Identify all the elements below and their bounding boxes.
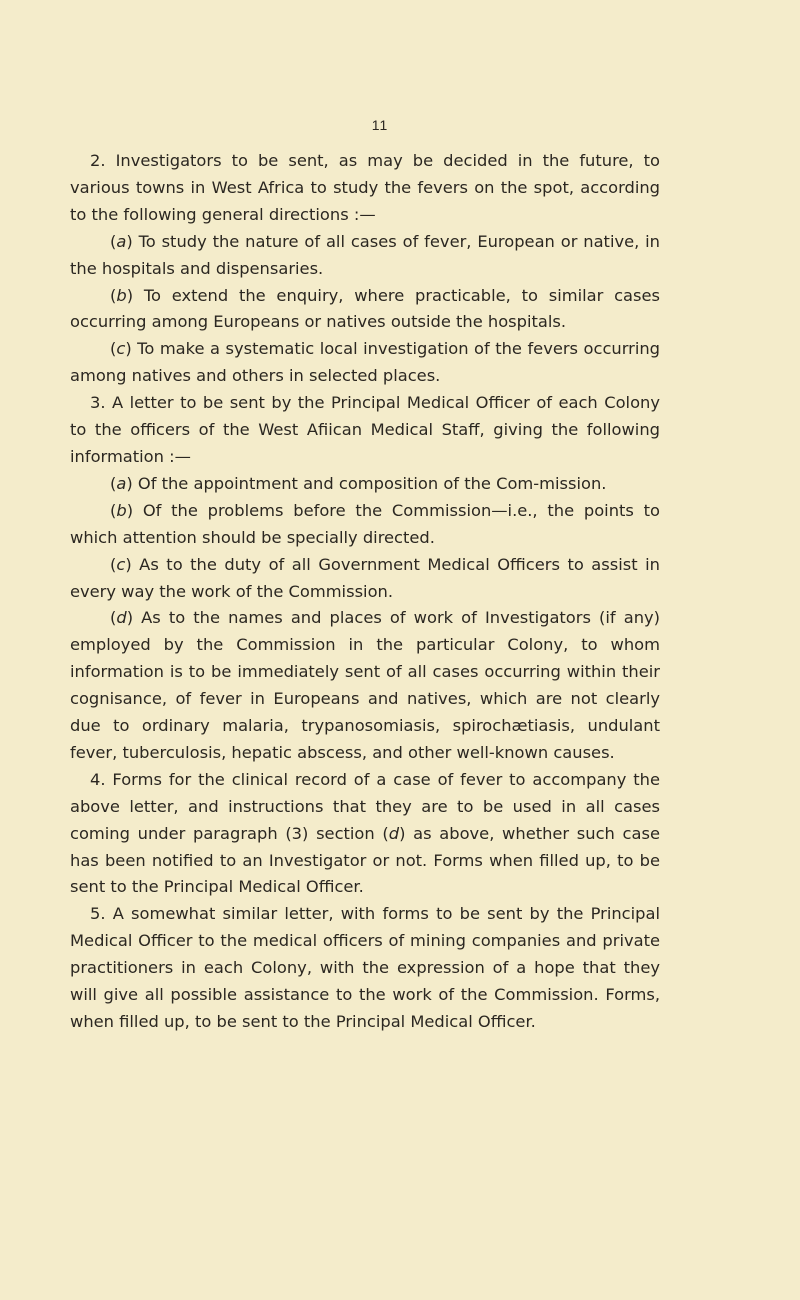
paragraph-2c: (c) To make a systematic local investigation of the fevers occurring among natives and others in selected places. <box>70 339 660 386</box>
paragraph-3d: (d) As to the names and places of work of Investigators (if any) employed by the Commission in the particular Colony, to whom information is to be immediately sent of all cases occurring within their cognisance, of fever in Europeans and natives, which are not clearly due to ordinary malaria, trypanosomiasis, spirochætiasis, undulant fever, tuberculosis, hepatic abscess, and other well-known causes. <box>70 608 660 762</box>
item-letter: d <box>388 823 400 843</box>
paragraph-4 <box>70 767 660 902</box>
paragraph-3b-text: Of the problems before the Commission—i.e., the points to which attention should be specially directed. <box>70 500 660 547</box>
paragraph-2a: (a) To study the nature of all cases of fever, European or native, in the hospitals and dispensaries. <box>70 231 660 278</box>
item-letter: b <box>116 500 127 520</box>
paragraph-3c: (c) As to the duty of all Government Medical Officers to assist in every way the work of the Commission. <box>70 554 660 601</box>
item-letter: a <box>116 231 127 251</box>
item-letter: a <box>116 473 127 493</box>
item-letter: b <box>116 285 127 305</box>
paragraph-2 <box>70 148 660 229</box>
paragraph-5 <box>70 901 660 1036</box>
paragraph-2a-text: To study the nature of all cases of fever, European or native, in the hospitals and dispensaries. <box>70 231 660 278</box>
paragraph-5-text: 5. A somewhat similar letter, with forms to be sent by the Principal Medical Officer to the medical officers of mining companies and private practitioners in each Colony, with the expression of a hope that they will give all possible assistance to the work of the Commission. Forms, when filled up, to be sent to the Principal Medical Officer. <box>70 904 660 1031</box>
page-number: 11 <box>371 117 389 133</box>
body-text <box>70 148 660 1036</box>
paragraph-3 <box>70 390 660 471</box>
item-letter: d <box>116 608 127 628</box>
paragraph-3a: (a) Of the appointment and composition of the Com-mission. <box>110 473 607 493</box>
paragraph-3a-text: Of the appointment and composition of the Com-mission. <box>132 473 607 493</box>
paragraph-2-text: 2. Investigators to be sent, as may be decided in the future, to various towns in West Africa to study the fevers on the spot, according to the following general directions :— <box>70 151 660 224</box>
item-letter: c <box>116 554 126 574</box>
paragraph-3c-text: As to the duty of all Government Medical Officers to assist in every way the work of the Commission. <box>70 554 660 601</box>
paragraph-3b: (b) Of the problems before the Commission—i.e., the points to which attention should be specially directed. <box>70 500 660 547</box>
paragraph-4-text-start: 4. Forms for the clinical record of a case of fever to accompany the above letter, and instructions that they are to be used in all cases coming under paragraph (3) section ( <box>70 769 660 843</box>
paragraph-3-text: 3. A letter to be sent by the Principal Medical Officer of each Colony to the officers of the West Afiican Medical Staff, giving the following information :— <box>70 393 660 466</box>
paragraph-2c-text: To make a systematic local investigation of the fevers occurring among natives and others in selected places. <box>70 339 660 386</box>
item-letter: c <box>116 339 126 359</box>
paragraph-2b: (b) To extend the enquiry, where practicable, to similar cases occurring among Europeans or natives outside the hospitals. <box>70 285 660 332</box>
paragraph-2b-text: To extend the enquiry, where practicable, to similar cases occurring among Europeans or natives outside the hospitals. <box>70 285 660 332</box>
paragraph-4-text-end: ) as above, whether such case has been notified to an Investigator or not. Forms when filled up, to be sent to the Principal Medical Officer. <box>70 823 660 897</box>
paragraph-3d-text: As to the names and places of work of Investigators (if any) employed by the Commission in the particular Colony, to whom information is to be immediately sent of all cases occurring within their cognisance, of fever in Europeans and natives, which are not clearly due to ordinary malaria, trypanosomiasis, spirochætiasis, undulant fever, tuberculosis, hepatic abscess, and other well-known causes. <box>70 608 660 762</box>
